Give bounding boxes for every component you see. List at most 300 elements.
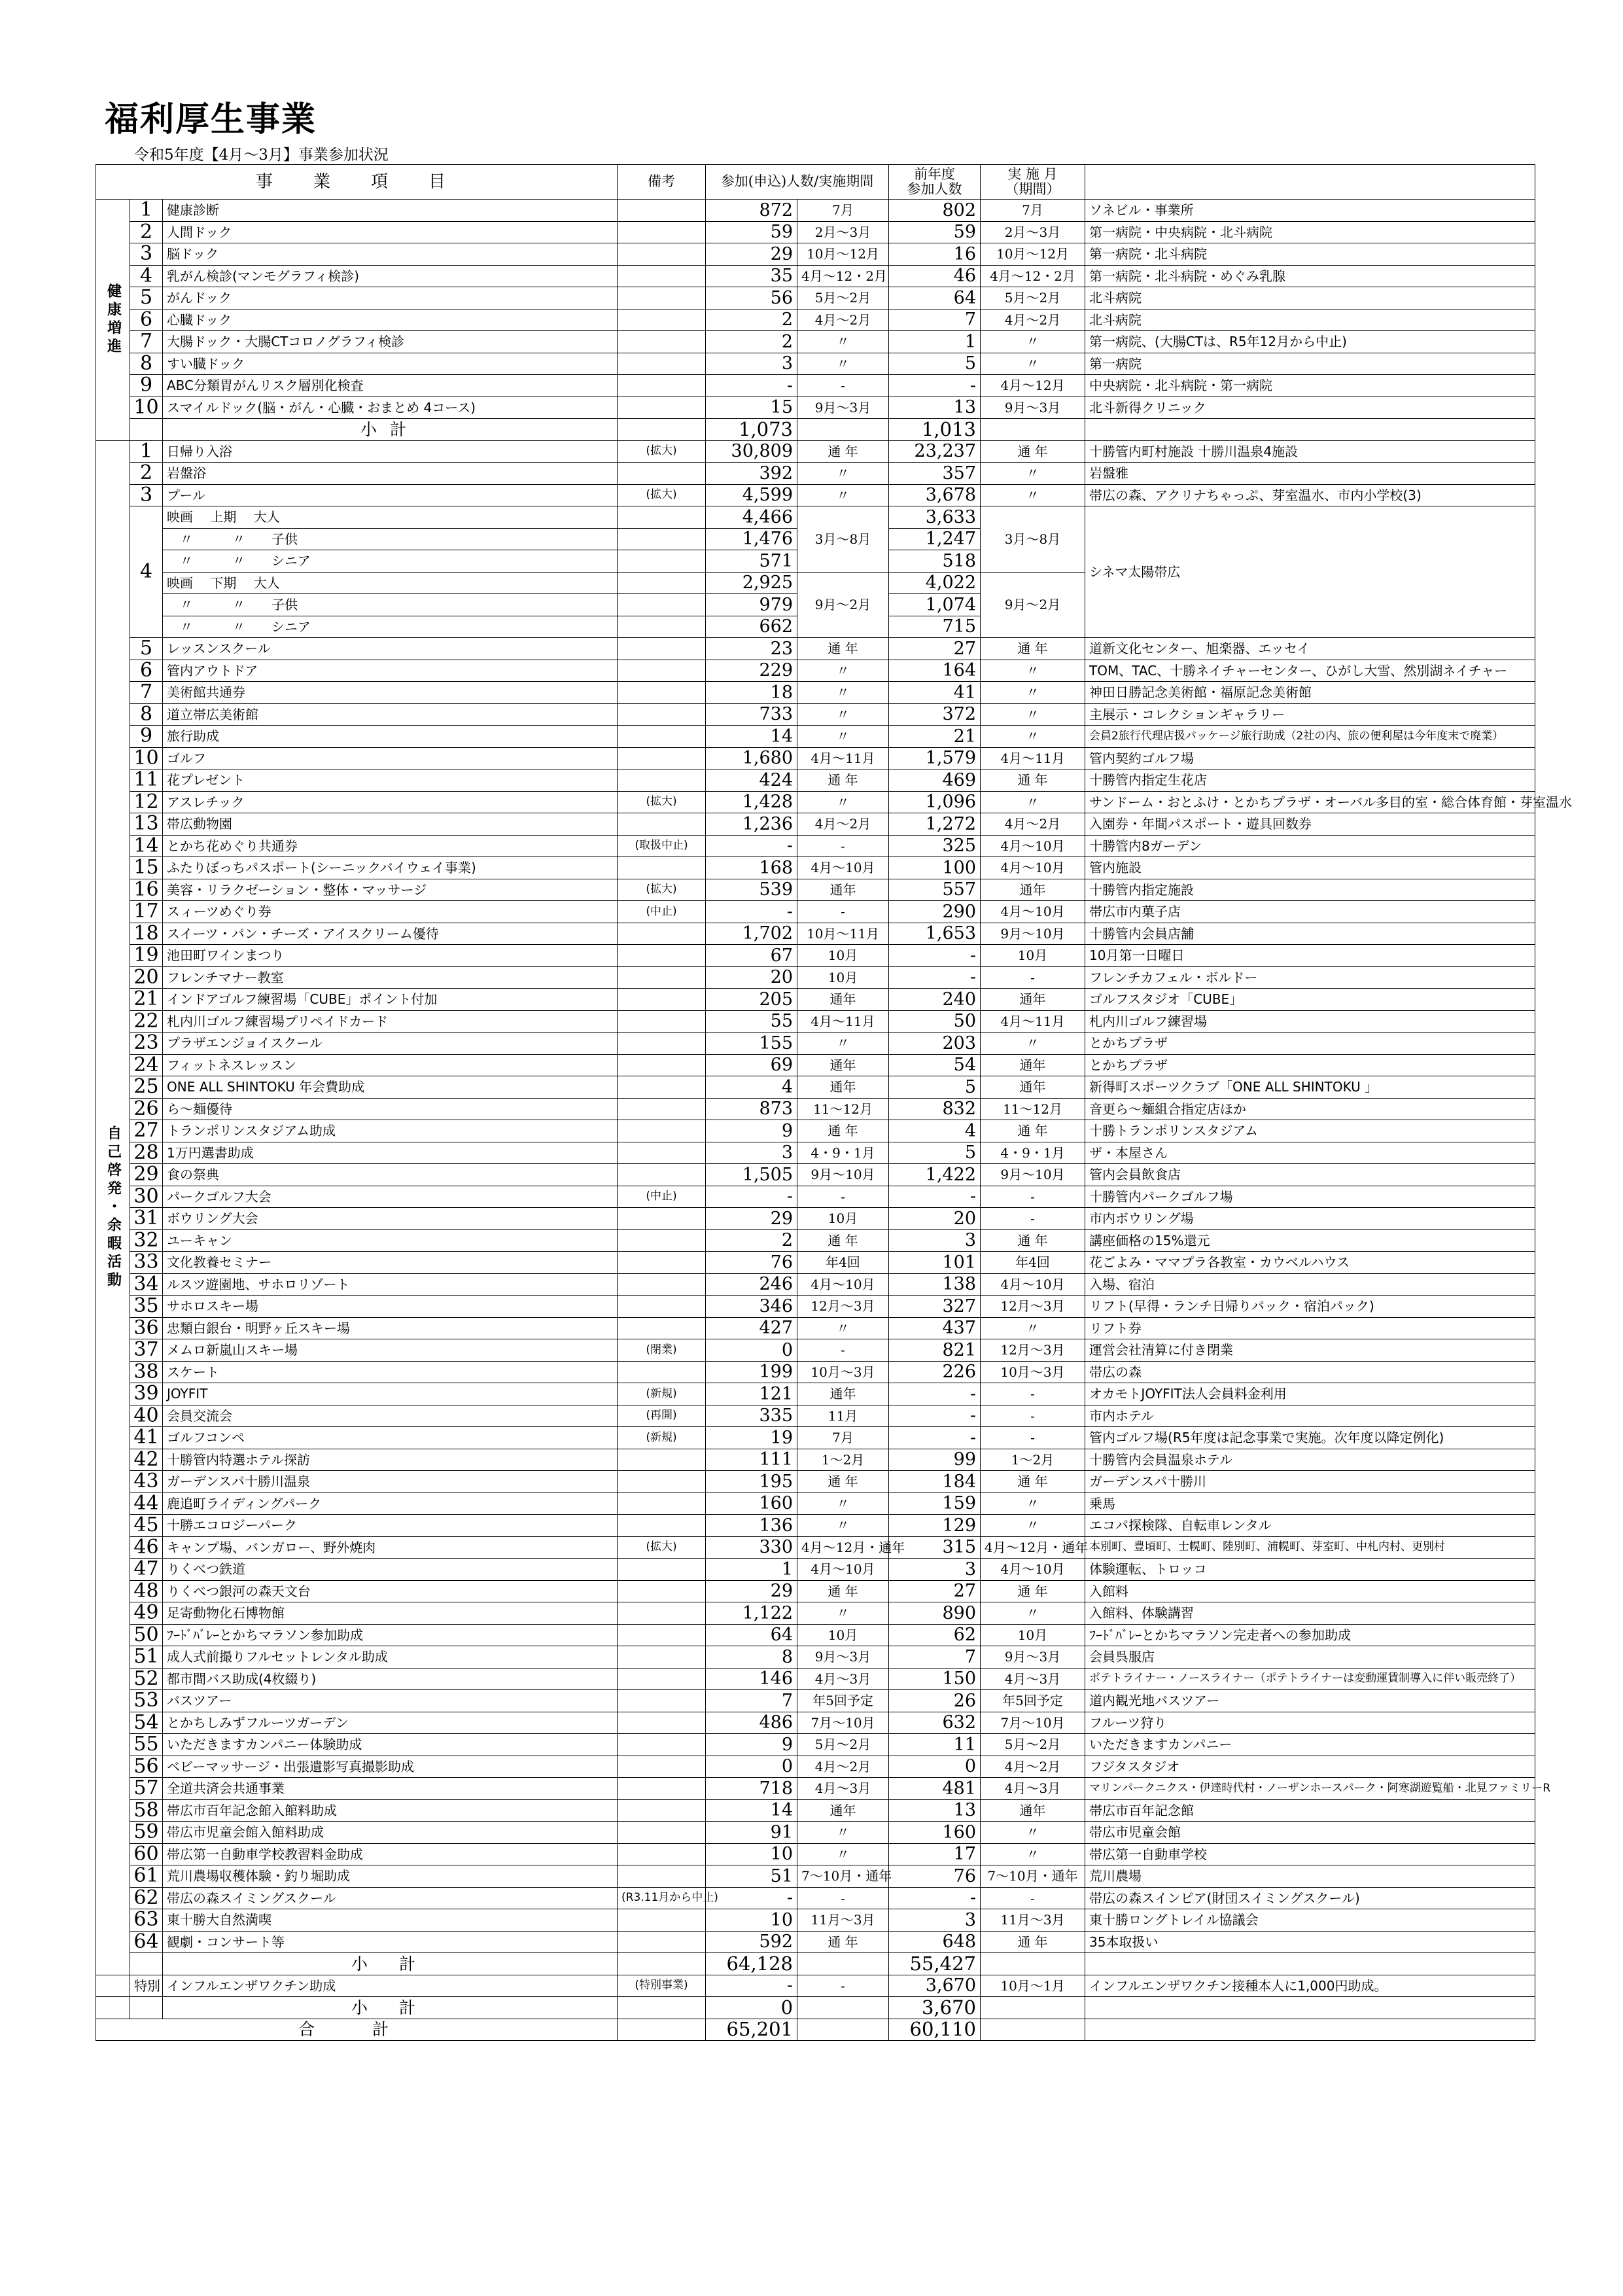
row-note [618, 1033, 706, 1055]
row-note [618, 1778, 706, 1800]
row-month: 〃 [981, 484, 1085, 506]
table-row [96, 1602, 1535, 1625]
row-note [618, 747, 706, 769]
row-month: 7～10月・通年 [981, 1865, 1085, 1888]
row-period: - [797, 901, 889, 923]
row-count: 733 [706, 703, 797, 726]
row-note [618, 221, 706, 243]
row-count: - [706, 375, 797, 397]
row-month: 10月～3月 [981, 1361, 1085, 1383]
row-month: 年5回予定 [981, 1690, 1085, 1712]
row-item: インフルエンザワクチン助成 [163, 1975, 618, 1997]
table-row [96, 1931, 1535, 1953]
row-prev: 1,422 [889, 1164, 981, 1186]
row-note [618, 1120, 706, 1142]
row-prev: 21 [889, 726, 981, 748]
row-place: 北斗病院 [1085, 309, 1535, 331]
subtotal-row [96, 419, 1535, 441]
row-count: 18 [706, 682, 797, 704]
table-row [96, 1383, 1535, 1405]
row-month: 7月 [981, 200, 1085, 222]
row-note [618, 638, 706, 660]
subtotal-period [797, 419, 889, 441]
table-row [96, 791, 1535, 813]
row-place: 十勝管内指定施設 [1085, 879, 1535, 901]
row-item: JOYFIT [163, 1383, 618, 1405]
row-place: リフト(早得・ランチ日帰りパック・宿泊パック) [1085, 1296, 1535, 1318]
row-count: 23 [706, 638, 797, 660]
row-count: 0 [706, 1339, 797, 1362]
row-period: 通 年 [797, 1229, 889, 1252]
row-item: メムロ新嵐山スキー場 [163, 1339, 618, 1362]
row-count: 2 [706, 1229, 797, 1252]
row-prev: 164 [889, 660, 981, 682]
row-month: - [981, 1427, 1085, 1449]
row-number: 53 [130, 1690, 163, 1712]
table-row [96, 857, 1535, 879]
row-item: スケート [163, 1361, 618, 1383]
row-month: 7月～10月 [981, 1712, 1085, 1734]
row-number: 17 [130, 901, 163, 923]
row-note: (R3.11月から中止) [618, 1887, 706, 1909]
row-prev: 4,022 [889, 572, 981, 594]
table-row [96, 1865, 1535, 1888]
row-count: 14 [706, 726, 797, 748]
row-note [618, 1054, 706, 1076]
row-month: 〃 [981, 1843, 1085, 1865]
row-period: 4月～2月 [797, 1756, 889, 1778]
row-count: - [706, 1186, 797, 1208]
row-count: 15 [706, 397, 797, 419]
row-place: とかちプラザ [1085, 1033, 1535, 1055]
row-note [618, 1471, 706, 1493]
row-number: 2 [130, 221, 163, 243]
row-number: 44 [130, 1492, 163, 1515]
row-number: 9 [130, 375, 163, 397]
subtotal-note [618, 419, 706, 441]
row-place: フジタスタジオ [1085, 1756, 1535, 1778]
row-month: 4月～10月 [981, 1559, 1085, 1581]
row-note [618, 397, 706, 419]
table-row [96, 1164, 1535, 1186]
row-period: 10月 [797, 1624, 889, 1646]
subtotal-prev: 1,013 [889, 419, 981, 441]
total-row [96, 2019, 1535, 2041]
row-month: 〃 [981, 1822, 1085, 1844]
row-prev: - [889, 1427, 981, 1449]
row-period: 2月～3月 [797, 221, 889, 243]
table-row [96, 1778, 1535, 1800]
row-number: 56 [130, 1756, 163, 1778]
subtotal-row [96, 1953, 1535, 1975]
row-note: (取扱中止) [618, 835, 706, 857]
row-prev: 557 [889, 879, 981, 901]
row-month: 〃 [981, 353, 1085, 375]
row-note [618, 1208, 706, 1230]
row-note [618, 1734, 706, 1756]
subtotal-empty [130, 1997, 163, 2019]
row-place: 音更ら～麺組合指定店ほか [1085, 1098, 1535, 1120]
row-item: 大腸ドック・大腸CTコロノグラフィ検診 [163, 331, 618, 353]
row-item: ガーデンスパ十勝川温泉 [163, 1471, 618, 1493]
row-count: 4 [706, 1076, 797, 1099]
row-item: 管内アウトドア [163, 660, 618, 682]
row-number: 40 [130, 1405, 163, 1427]
row-number: 29 [130, 1164, 163, 1186]
table-body [96, 198, 1573, 2041]
row-number: 6 [130, 660, 163, 682]
row-place: 札内川ゴルフ練習場 [1085, 1010, 1535, 1033]
row-prev: 890 [889, 1602, 981, 1625]
row-period: 〃 [797, 682, 889, 704]
row-number: 24 [130, 1054, 163, 1076]
row-number: 3 [130, 243, 163, 266]
row-number: 18 [130, 923, 163, 945]
row-month: 4月～3月 [981, 1778, 1085, 1800]
row-place: ポテトライナー・ノースライナー（ポテトライナーは変動運賃制導入に伴い販売終了） [1085, 1668, 1535, 1690]
row-item: 旅行助成 [163, 726, 618, 748]
row-prev: 1,247 [889, 528, 981, 550]
row-item: 帯広の森スイミングスクール [163, 1887, 618, 1909]
row-period: - [797, 1975, 889, 1997]
row-number: 10 [130, 747, 163, 769]
row-number: 63 [130, 1909, 163, 1932]
table-row [96, 1076, 1535, 1099]
row-number: 20 [130, 966, 163, 989]
table-row [96, 1822, 1535, 1844]
row-month: 〃 [981, 703, 1085, 726]
row-note: (中止) [618, 901, 706, 923]
row-count: 195 [706, 1471, 797, 1493]
row-note [618, 1559, 706, 1581]
subtotal-row [96, 1997, 1535, 2019]
row-prev: 3,633 [889, 506, 981, 529]
row-period: 4・9・1月 [797, 1142, 889, 1164]
table-row [96, 660, 1535, 682]
row-place: 花ごよみ・ママプラ各教室・カウベルハウス [1085, 1252, 1535, 1274]
row-month: 〃 [981, 1492, 1085, 1515]
row-place: 管内契約ゴルフ場 [1085, 747, 1535, 769]
row-note [618, 1076, 706, 1099]
row-note [618, 243, 706, 266]
row-place: 第一病院・中央病院・北斗病院 [1085, 221, 1535, 243]
row-month: - [981, 1405, 1085, 1427]
row-note: (新規) [618, 1427, 706, 1449]
row-count: 168 [706, 857, 797, 879]
table-row [96, 1734, 1535, 1756]
row-period: 9月～3月 [797, 1646, 889, 1669]
row-number: 39 [130, 1383, 163, 1405]
row-number: 5 [130, 638, 163, 660]
row-note [618, 1624, 706, 1646]
row-period: 〃 [797, 484, 889, 506]
subtotal-empty [96, 1997, 130, 2019]
row-place: 運営会社清算に付き閉業 [1085, 1339, 1535, 1362]
table-row [96, 1208, 1535, 1230]
row-place: 市内ボウリング場 [1085, 1208, 1535, 1230]
table-row [96, 221, 1535, 243]
row-count: 20 [706, 966, 797, 989]
row-place: 帯広市内菓子店 [1085, 901, 1535, 923]
row-number: 54 [130, 1712, 163, 1734]
row-item: トランポリンスタジアム助成 [163, 1120, 618, 1142]
row-prev: 802 [889, 200, 981, 222]
row-note [618, 1515, 706, 1537]
row-number: 36 [130, 1317, 163, 1339]
row-number: 38 [130, 1361, 163, 1383]
row-period: 10月 [797, 1208, 889, 1230]
row-note: (新規) [618, 1383, 706, 1405]
table-row [96, 1142, 1535, 1164]
row-count: 2,925 [706, 572, 797, 594]
table-row [96, 200, 1535, 222]
row-note [618, 1712, 706, 1734]
row-item: 足寄動物化石博物館 [163, 1602, 618, 1625]
row-item: 会員交流会 [163, 1405, 618, 1427]
row-item: バスツアー [163, 1690, 618, 1712]
row-item: りくべつ銀河の森天文台 [163, 1580, 618, 1602]
row-count: 486 [706, 1712, 797, 1734]
row-place: 東十勝ロングトレイル協議会 [1085, 1909, 1535, 1932]
row-period: 通年 [797, 1799, 889, 1822]
row-place: 会員2旅行代理店扱パッケージ旅行助成（2社の内、旅の便利屋は今年度末で廃業） [1085, 726, 1535, 748]
row-item: とかち花めぐり共通券 [163, 835, 618, 857]
row-item: スマイルドック(脳・がん・心臓・おまとめ 4コース) [163, 397, 618, 419]
row-period: 10月 [797, 945, 889, 967]
row-prev: 648 [889, 1931, 981, 1953]
row-count: 571 [706, 550, 797, 573]
row-place: 神田日勝記念美術館・福原記念美術館 [1085, 682, 1535, 704]
subtotal-note [618, 1997, 706, 2019]
row-prev: 76 [889, 1865, 981, 1888]
row-count: 10 [706, 1843, 797, 1865]
row-place: 帯広第一自動車学校 [1085, 1843, 1535, 1865]
row-count: 76 [706, 1252, 797, 1274]
row-place: 管内施設 [1085, 857, 1535, 879]
table-row [96, 923, 1535, 945]
row-number: 62 [130, 1887, 163, 1909]
row-note: (拡大) [618, 879, 706, 901]
row-item: 〃 〃 シニア [163, 616, 618, 638]
row-number: 15 [130, 857, 163, 879]
row-month: 〃 [981, 1033, 1085, 1055]
row-prev: 226 [889, 1361, 981, 1383]
header-place [1085, 165, 1535, 200]
row-prev: 1,096 [889, 791, 981, 813]
row-period: 4月～2月 [797, 309, 889, 331]
row-number: 26 [130, 1098, 163, 1120]
row-item: 鹿追町ライディングパーク [163, 1492, 618, 1515]
row-number: 41 [130, 1427, 163, 1449]
row-item: 人間ドック [163, 221, 618, 243]
row-month: 12月～3月 [981, 1339, 1085, 1362]
row-item: スイーツ・パン・チーズ・アイスクリーム優待 [163, 923, 618, 945]
row-note [618, 769, 706, 792]
row-number: 4 [130, 265, 163, 287]
row-number: 59 [130, 1822, 163, 1844]
row-period: 通 年 [797, 1120, 889, 1142]
row-month: 通年 [981, 1054, 1085, 1076]
table-row [96, 1296, 1535, 1318]
row-count: 3 [706, 353, 797, 375]
subtotal-note [618, 1953, 706, 1975]
page-title: 福利厚生事業 [105, 100, 317, 139]
subtotal-month [981, 419, 1085, 441]
row-month: 〃 [981, 1515, 1085, 1537]
row-prev: 5 [889, 1142, 981, 1164]
row-note [618, 1317, 706, 1339]
row-month: 通 年 [981, 1120, 1085, 1142]
row-count: 3 [706, 1142, 797, 1164]
row-number: 42 [130, 1449, 163, 1471]
row-number: 64 [130, 1931, 163, 1953]
row-note [618, 1164, 706, 1186]
row-note [618, 1252, 706, 1274]
row-month: 通 年 [981, 638, 1085, 660]
row-item: 池田町ワインまつり [163, 945, 618, 967]
row-period: 4月～11月 [797, 1010, 889, 1033]
row-prev: 315 [889, 1536, 981, 1559]
row-prev: 16 [889, 243, 981, 266]
row-month: 通 年 [981, 1471, 1085, 1493]
subtotal-value: 0 [706, 1997, 797, 2019]
row-note [618, 1296, 706, 1318]
row-prev: 64 [889, 287, 981, 309]
row-month: 通年 [981, 1076, 1085, 1099]
total-prev: 60,110 [889, 2019, 981, 2041]
table-row [96, 1909, 1535, 1932]
table-row [96, 1120, 1535, 1142]
row-item: 文化教養セミナー [163, 1252, 618, 1274]
row-count: 1 [706, 1559, 797, 1581]
row-number: 34 [130, 1273, 163, 1296]
row-month: 4月～11月 [981, 1010, 1085, 1033]
row-place: ガーデンスパ十勝川 [1085, 1471, 1535, 1493]
table-row [96, 375, 1535, 397]
subtotal-month [981, 1953, 1085, 1975]
row-number: 8 [130, 353, 163, 375]
row-place: 十勝管内パークゴルフ場 [1085, 1186, 1535, 1208]
row-prev: 481 [889, 1778, 981, 1800]
row-prev: - [889, 375, 981, 397]
row-month: 〃 [981, 682, 1085, 704]
row-item: プール [163, 484, 618, 506]
table-row [96, 309, 1535, 331]
row-number: 5 [130, 287, 163, 309]
row-item: 花プレゼント [163, 769, 618, 792]
row-item: 〃 〃 シニア [163, 550, 618, 573]
row-note [618, 1492, 706, 1515]
row-item: サホロスキー場 [163, 1296, 618, 1318]
row-place: 第一病院・北斗病院・めぐみ乳腺 [1085, 265, 1535, 287]
row-prev: 54 [889, 1054, 981, 1076]
row-item: ボウリング大会 [163, 1208, 618, 1230]
row-note: (拡大) [618, 791, 706, 813]
row-prev: 62 [889, 1624, 981, 1646]
row-month: 9月～10月 [981, 923, 1085, 945]
row-item: フィットネスレッスン [163, 1054, 618, 1076]
row-period: 通 年 [797, 638, 889, 660]
row-place: 中央病院・北斗病院・第一病院 [1085, 375, 1535, 397]
row-note [618, 287, 706, 309]
table-row [96, 1273, 1535, 1296]
row-prev: - [889, 966, 981, 989]
row-note [618, 1229, 706, 1252]
row-note [618, 200, 706, 222]
row-number: 21 [130, 989, 163, 1011]
row-note: (拡大) [618, 440, 706, 463]
row-month: 10月 [981, 1624, 1085, 1646]
row-place: 十勝トランポリンスタジアム [1085, 1120, 1535, 1142]
row-period: - [797, 1339, 889, 1362]
row-month: 通年 [981, 1799, 1085, 1822]
subtotal-period [797, 1997, 889, 2019]
subtotal-empty [130, 1953, 163, 1975]
row-count: 29 [706, 1208, 797, 1230]
row-prev: 184 [889, 1471, 981, 1493]
row-place: エコパ探検隊、自転車レンタル [1085, 1515, 1535, 1537]
row-period: 9月～10月 [797, 1164, 889, 1186]
row-item: 脳ドック [163, 243, 618, 266]
table-row [96, 1317, 1535, 1339]
row-place: 会員呉服店 [1085, 1646, 1535, 1669]
row-period: 7月～10月 [797, 1712, 889, 1734]
row-place: 管内会員飲食店 [1085, 1164, 1535, 1186]
row-period: 〃 [797, 1033, 889, 1055]
row-count: 69 [706, 1054, 797, 1076]
row-note [618, 1909, 706, 1932]
row-period: 〃 [797, 1843, 889, 1865]
row-number: 1 [130, 440, 163, 463]
row-count: 199 [706, 1361, 797, 1383]
table-row [96, 1756, 1535, 1778]
table-row [96, 966, 1535, 989]
row-month: - [981, 1186, 1085, 1208]
row-number: 7 [130, 682, 163, 704]
row-number: 13 [130, 813, 163, 836]
table-row [96, 945, 1535, 967]
row-place: ゴルフスタジオ「CUBE」 [1085, 989, 1535, 1011]
row-month: 4月～10月 [981, 1273, 1085, 1296]
row-prev: 3,670 [889, 1975, 981, 1997]
table-row [96, 703, 1535, 726]
total-note [618, 2019, 706, 2041]
row-place: シネマ太陽帯広 [1085, 506, 1535, 638]
row-period: 4月～11月 [797, 747, 889, 769]
row-item: レッスンスクール [163, 638, 618, 660]
row-month: 4月～10月 [981, 835, 1085, 857]
subtotal-prev: 55,427 [889, 1953, 981, 1975]
row-note [618, 682, 706, 704]
row-prev: 99 [889, 1449, 981, 1471]
row-place: 帯広市児童会館 [1085, 1822, 1535, 1844]
table-row [96, 1252, 1535, 1274]
row-place: 十勝管内8ガーデン [1085, 835, 1535, 857]
row-item: とかちしみずフルーツガーデン [163, 1712, 618, 1734]
row-period: - [797, 1186, 889, 1208]
row-place: 乗馬 [1085, 1492, 1535, 1515]
table-row [96, 1361, 1535, 1383]
total-label: 合 計 [96, 2019, 618, 2041]
row-place: インフルエンザワクチン接種本人に1,000円助成。 [1085, 1975, 1535, 1997]
row-period: 通 年 [797, 1931, 889, 1953]
row-note [618, 616, 706, 638]
subtotal-place [1085, 419, 1535, 441]
row-period: 〃 [797, 1515, 889, 1537]
row-count: 229 [706, 660, 797, 682]
row-note: (中止) [618, 1186, 706, 1208]
table-row [96, 1229, 1535, 1252]
